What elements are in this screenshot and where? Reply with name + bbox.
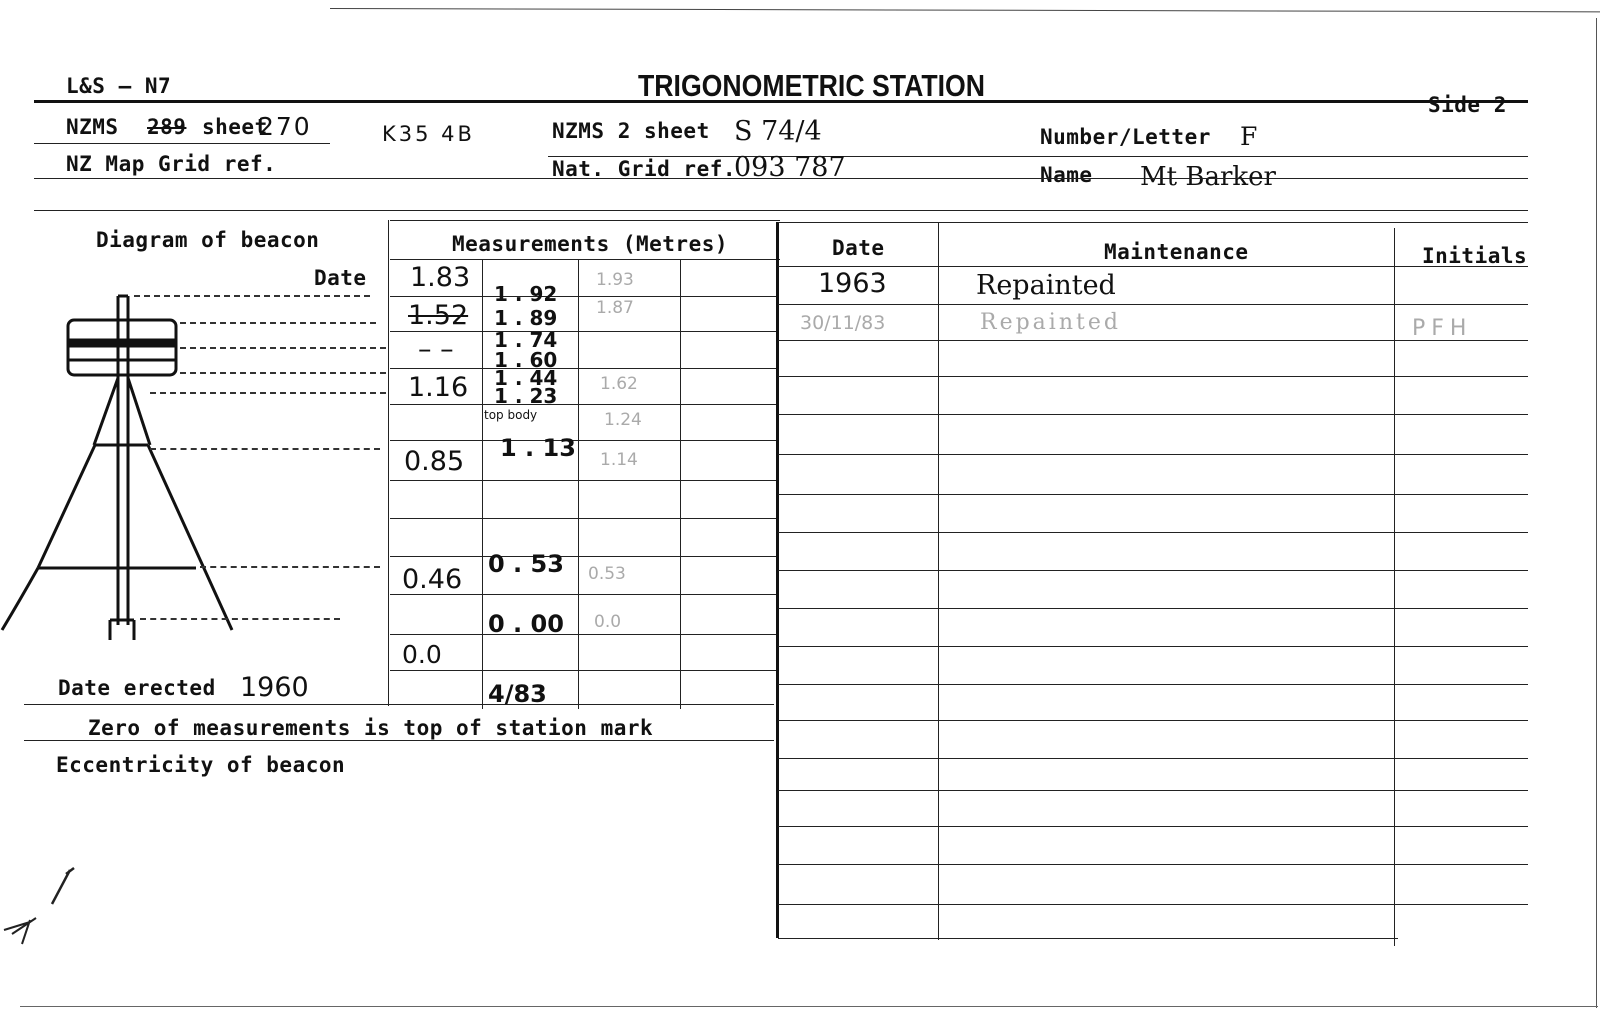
number-letter-label: Number/Letter [1040, 125, 1211, 149]
station-name: Mt Barker [1140, 162, 1276, 192]
measure-c2-r8: 0 . 53 [488, 550, 564, 578]
measure-c2-date: 4/83 [488, 680, 547, 708]
form-code: L&S – N7 [66, 74, 172, 98]
measure-c3-r3: 1.62 [600, 374, 638, 394]
pen-mark-doodle [0, 860, 90, 950]
beacon-diagram [0, 280, 390, 640]
date-erected-label: Date erected [58, 676, 216, 700]
maint-row-rule-4 [778, 414, 1528, 415]
measure-row-rule-3 [390, 368, 778, 369]
measure-col-line-1 [482, 259, 483, 709]
measure-row-rule-6 [390, 480, 778, 481]
maint-row-rule-10 [778, 646, 1528, 647]
maint-row2-date: 30/11/83 [800, 312, 886, 334]
leader-line-1 [134, 295, 370, 297]
maint-row-rule-13 [778, 758, 1528, 759]
diagram-title: Diagram of beacon [96, 228, 320, 252]
measure-c2-r5: 1 . 44 [494, 366, 558, 390]
maint-row-rule-12 [778, 720, 1528, 721]
maint-row-rule-1 [778, 304, 1528, 305]
leader-line-7 [200, 566, 380, 568]
number-letter-value: F [1240, 122, 1258, 151]
measure-c1-r1: 1.83 [410, 262, 471, 293]
maint-col-line-1 [938, 222, 939, 940]
map-grid-label: NZ Map Grid ref. [66, 152, 277, 176]
maint-row-rule-3 [778, 376, 1528, 377]
maint-row-rule-8 [778, 570, 1528, 571]
maint-col-line-2 [1394, 228, 1395, 946]
measure-top-rule [390, 220, 780, 221]
diagram-date-label: Date [314, 266, 367, 290]
maint-row-rule-17 [778, 904, 1528, 905]
measure-row-rule-7 [390, 518, 778, 519]
measure-header-rule [390, 259, 780, 260]
maint-row-rule-16 [778, 864, 1528, 865]
maint-header-rule [778, 266, 1528, 267]
maint-row-rule-15 [778, 826, 1528, 827]
measurements-header: Measurements (Metres) [452, 232, 729, 256]
measure-row-rule-11 [390, 670, 778, 671]
maint-row-rule-5 [778, 454, 1528, 455]
header-rule [34, 100, 1528, 103]
card-edge-bottom [20, 1006, 1598, 1007]
measure-col-line-0 [388, 220, 389, 706]
nzms2-value: S 74/4 [734, 116, 822, 147]
side-label: Side 2 [1428, 93, 1507, 117]
maint-row1-note: Repainted [976, 270, 1116, 301]
eccentricity-label: Eccentricity of beacon [56, 753, 346, 777]
measure-c1-r4: 1.16 [408, 372, 469, 403]
maint-date-header: Date [832, 236, 885, 260]
measure-c2-r6: 1 . 23 [494, 384, 558, 408]
measure-row-rule-2 [390, 331, 778, 332]
ref-rule-2 [34, 178, 1528, 179]
measure-row-rule-4 [390, 404, 778, 405]
date-erected-value: 1960 [240, 672, 309, 703]
measure-c2-r4: 1 . 60 [494, 348, 558, 372]
ref-rule-3 [34, 210, 1528, 211]
zero-rule [24, 740, 774, 741]
measure-c1-r3: – – [418, 334, 454, 365]
zero-note: Zero of measurements is top of station mark [88, 716, 654, 740]
sheet-k-value: K35 4B [382, 122, 475, 146]
measure-col-line-2 [578, 259, 579, 709]
leader-line-3 [180, 347, 386, 349]
erected-rule [24, 704, 774, 705]
measure-c2-note: top body [484, 408, 538, 422]
maint-bottom-rule [778, 938, 1398, 939]
measure-c2-r1: 1 . 92 [494, 282, 558, 306]
measure-c3-r4: 1.24 [604, 410, 642, 430]
measure-c2-r3: 1 . 74 [494, 328, 558, 352]
maint-row2-note: Repainted [980, 310, 1121, 335]
nzms2-label: NZMS 2 sheet [552, 119, 710, 143]
measure-row-rule-8 [390, 556, 778, 557]
maint-maintenance-header: Maintenance [1104, 240, 1249, 264]
maint-row1-date: 1963 [818, 268, 887, 299]
measure-row-rule-10 [390, 634, 778, 635]
form-title: TRIGONOMETRIC STATION [638, 68, 986, 103]
measure-c2-r9: 0 . 00 [488, 610, 564, 638]
measure-c2-r2: 1 . 89 [494, 306, 558, 330]
card-edge-right [1596, 18, 1597, 1008]
measure-row-rule-1 [390, 296, 778, 297]
leader-line-6 [150, 448, 380, 450]
measure-c3-r1: 1.93 [596, 270, 634, 290]
leader-line-8 [140, 618, 340, 620]
measure-c3-r7: 0.0 [594, 612, 622, 632]
card-edge-top [330, 8, 1600, 12]
nat-grid-label: Nat. Grid ref. [552, 157, 737, 181]
measure-row-rule-5 [390, 440, 778, 441]
measure-c3-r6: 0.53 [588, 564, 626, 584]
maint-initials-header: Initials [1422, 244, 1528, 268]
maint-row-rule-11 [778, 684, 1528, 685]
leader-line-2 [180, 322, 376, 324]
maint-row-rule-9 [778, 608, 1528, 609]
leader-line-5 [150, 392, 386, 394]
measure-col-line-3 [680, 259, 681, 709]
maint-top-rule [778, 222, 1528, 223]
ref-rule-1a [34, 143, 330, 144]
nzms-struck-value: 289 [147, 115, 187, 139]
maint-row-rule-6 [778, 494, 1528, 495]
maint-left-border [776, 222, 779, 938]
measure-c3-r2: 1.87 [596, 298, 634, 318]
maint-row-rule-7 [778, 532, 1528, 533]
sheet-value: 270 [258, 112, 312, 141]
measure-c1-r6: 0.46 [402, 564, 463, 595]
sheet-label: sheet [202, 115, 268, 139]
measure-c3-r5: 1.14 [600, 450, 638, 470]
measure-c2-r7: 1 . 13 [500, 434, 576, 462]
measure-c1-r5: 0.85 [404, 446, 465, 477]
maint-row-rule-14 [778, 790, 1528, 791]
measure-c1-r7: 0.0 [402, 640, 442, 669]
measure-c1-r2: 1.52 [408, 300, 469, 331]
name-label: Name [1040, 163, 1093, 187]
leader-line-4 [180, 372, 386, 374]
nzms-label: NZMS [66, 115, 119, 139]
maint-row2-initials: PFH [1412, 316, 1473, 341]
nat-grid-value: 093 787 [734, 152, 846, 183]
